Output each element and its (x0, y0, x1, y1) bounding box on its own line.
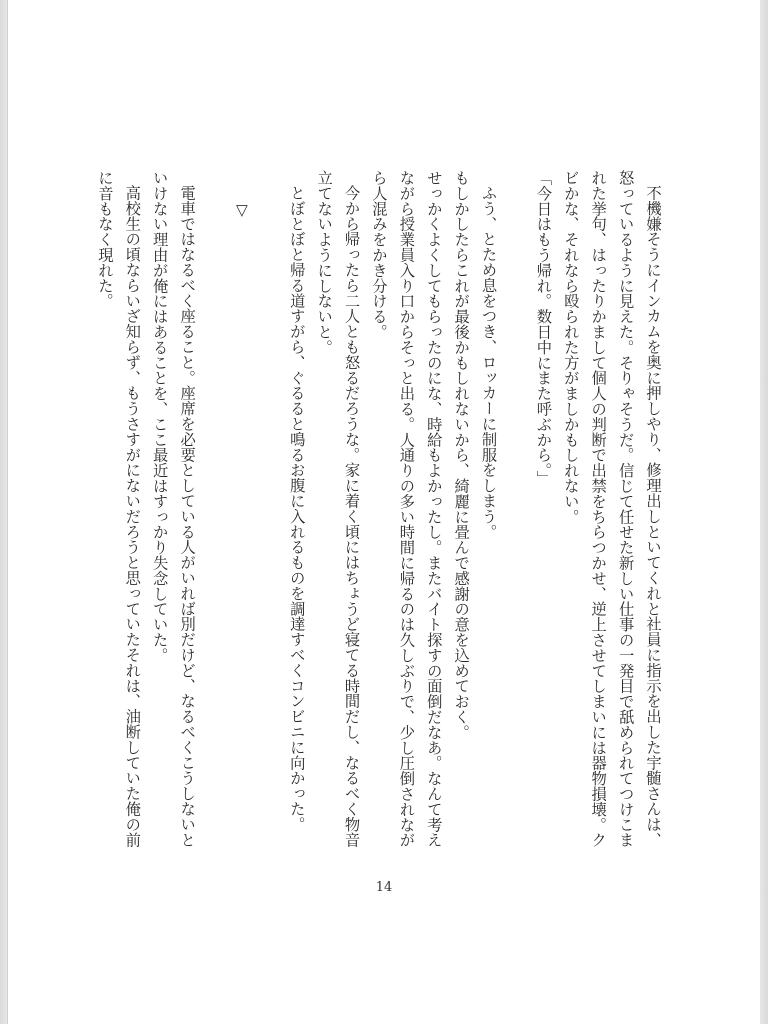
paragraph: 不機嫌そうにインカムを奥に押しやり、修理出しといてくれと社員に指示を出した宇髄さんは、怒っているように見えた。そりゃそうだ。信じて任せた新しい仕事の一発目で舐められてつけこまれた挙句、はったりかまして個人の判断で出禁をちらつかせ、逆上させてしまいには器物損壊。クビかな、それなら殴られた方がましかもしれない。 (561, 170, 662, 848)
paragraph: 高校生の頃ならいざ知らず、もうさすがにないだろうと思っていたそれは、油断していた俺の前に音もなく現れた。 (95, 170, 142, 848)
blank-line (255, 170, 282, 850)
blank-line (200, 170, 227, 850)
page-number: 14 (375, 880, 393, 895)
section-break-triangle: ▽ (232, 200, 251, 219)
blank-line (502, 170, 529, 850)
page-edge-left (0, 0, 8, 1024)
paragraph: 電車ではなるべく座ること。座席を必要としている人がいれば別だけど、なるべくこうしないといけない理由が俺にはあることを、ここ最近はすっかり失念していた。 (150, 170, 197, 848)
book-page (8, 0, 760, 1024)
page-edge-right (759, 0, 768, 1024)
paragraph: もしかしたらこれが最後かもしれないから、綺麗に畳んで感謝の意を込めておく。 (452, 170, 471, 740)
vertical-text-body (90, 170, 666, 850)
paragraph: せっかくよくしてもらったのにな、時給もよかったし。またバイト探すの面倒だなあ。なんて考えながら授業員入り口からそっと出る。人通りの多い時間に帰るのは久しぶりで、少し圧倒されながら人混みをかき分ける。 (369, 170, 443, 848)
paragraph: 今から帰ったら二人とも怒るだろうな。家に着く頃にはちょうど寝てる時間だし、なるべく物音立てないようにしないと。 (315, 170, 361, 848)
dialogue-line: 「今日はもう帰れ。数日中にまた呼ぶから。」 (534, 170, 553, 486)
paragraph: ふう、とため息をつき、ロッカーに制服をしまう。 (479, 185, 498, 540)
paragraph: とぼとぼと帰る道すがら、ぐるると鳴るお腹に入れるものを調達すべくコンビニに向かった。 (287, 185, 306, 833)
